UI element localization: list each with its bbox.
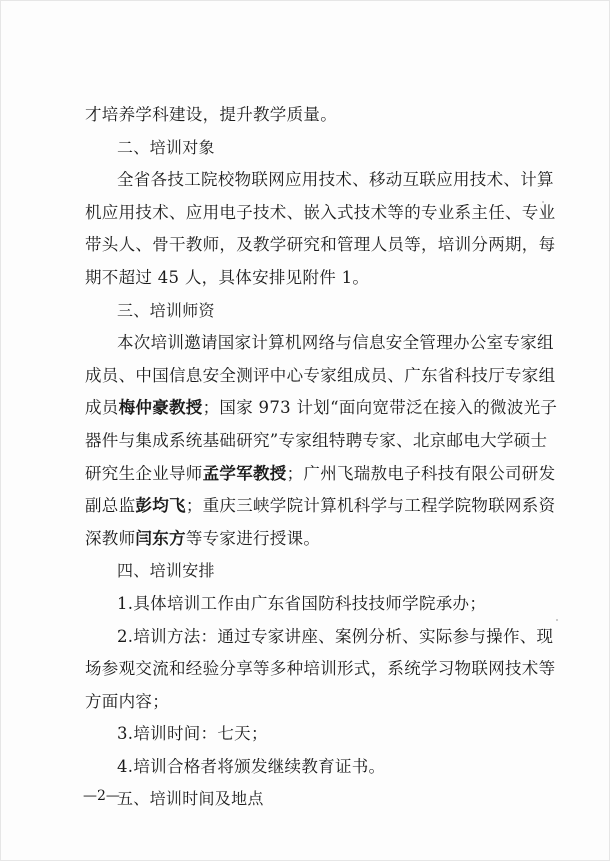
emphasized-name: 孟学军教授	[202, 463, 287, 483]
text-run: 3.培训时间：七天；	[117, 724, 268, 744]
paragraph-line	[85, 751, 535, 784]
text-run: 研究生企业导师	[85, 463, 203, 483]
text-run: 四、培训安排	[117, 561, 215, 581]
paragraph-line	[85, 458, 556, 491]
text-run: 五、培训时间及地点	[117, 789, 264, 809]
paragraph-line	[85, 523, 535, 556]
text-run: 1.具体培训工作由广东省国防科技技师学院承办；	[117, 593, 487, 613]
text-run: ；广州飞瑞敖电子科技有限公司研发	[286, 463, 556, 483]
document-body	[85, 99, 558, 816]
text-run: ；重庆三峡学院计算机科学与工程学院物联网系资	[185, 496, 556, 516]
section-heading	[85, 132, 535, 165]
paragraph-line	[85, 99, 535, 132]
text-run: 成员、中国信息安全测评中心专家组成员、广东省科技厅专家组	[85, 365, 556, 385]
paragraph-line	[85, 686, 535, 719]
text-run: 等专家进行授课。	[185, 528, 321, 548]
paragraph-line	[85, 229, 556, 262]
paragraph-line	[85, 425, 548, 458]
section-heading	[85, 295, 535, 328]
text-run: 期不超过 45 人，具体安排见附件 1。	[85, 267, 370, 287]
text-run: 场参观交流和经验分享等多种培训形式，系统学习物联网技术等	[85, 659, 556, 679]
text-run: 本次培训邀请国家计算机网络与信息安全管理办公室专家组	[117, 333, 554, 353]
text-run: 机应用技术、应用电子技术、嵌入式技术等的专业系主任、专业	[85, 202, 556, 222]
text-run: 带头人、骨干教师，及教学研究和管理人员等，培训分两期，每	[85, 235, 556, 255]
paragraph-line	[85, 164, 554, 197]
text-run: 器件与集成系统基础研究”专家组特聘专家、北京邮电大学硕士	[85, 430, 548, 450]
paragraph-line	[85, 327, 554, 360]
text-run: 副总监	[85, 496, 136, 516]
emphasized-name: 闫东方	[135, 528, 186, 548]
paragraph-line	[85, 262, 535, 295]
text-run: 成员	[85, 398, 119, 418]
emphasized-name: 梅仲豪教授	[118, 398, 203, 418]
paragraph-line	[85, 718, 535, 751]
scan-speck	[556, 619, 558, 621]
text-run: 2.培训方法：通过专家讲座、案例分析、实际参与操作、现	[117, 626, 554, 646]
section-heading	[85, 555, 535, 588]
paragraph-line	[85, 621, 554, 654]
paragraph-line	[85, 360, 556, 393]
paragraph-line	[85, 197, 556, 230]
text-run: 深教师	[85, 528, 136, 548]
text-run: 全省各技工院校物联网应用技术、移动互联应用技术、计算	[117, 170, 554, 190]
section-heading	[85, 783, 535, 816]
text-run: ；国家 973 计划“面向宽带泛在接入的微波光子	[202, 398, 558, 418]
page-number: —2—	[83, 788, 120, 804]
scan-speck	[542, 201, 544, 203]
text-run: 才培养学科建设，提升教学质量。	[85, 105, 337, 124]
text-run: 二、培训对象	[117, 137, 215, 157]
text-run: 三、培训师资	[117, 300, 215, 320]
text-run: 4.培训合格者将颁发继续教育证书。	[117, 756, 386, 776]
paragraph-line	[85, 653, 556, 686]
text-run: 方面内容；	[85, 691, 169, 711]
paragraph-line	[85, 392, 558, 425]
emphasized-name: 彭均飞	[135, 496, 186, 516]
paragraph-line	[85, 490, 556, 523]
paragraph-line	[85, 588, 535, 621]
